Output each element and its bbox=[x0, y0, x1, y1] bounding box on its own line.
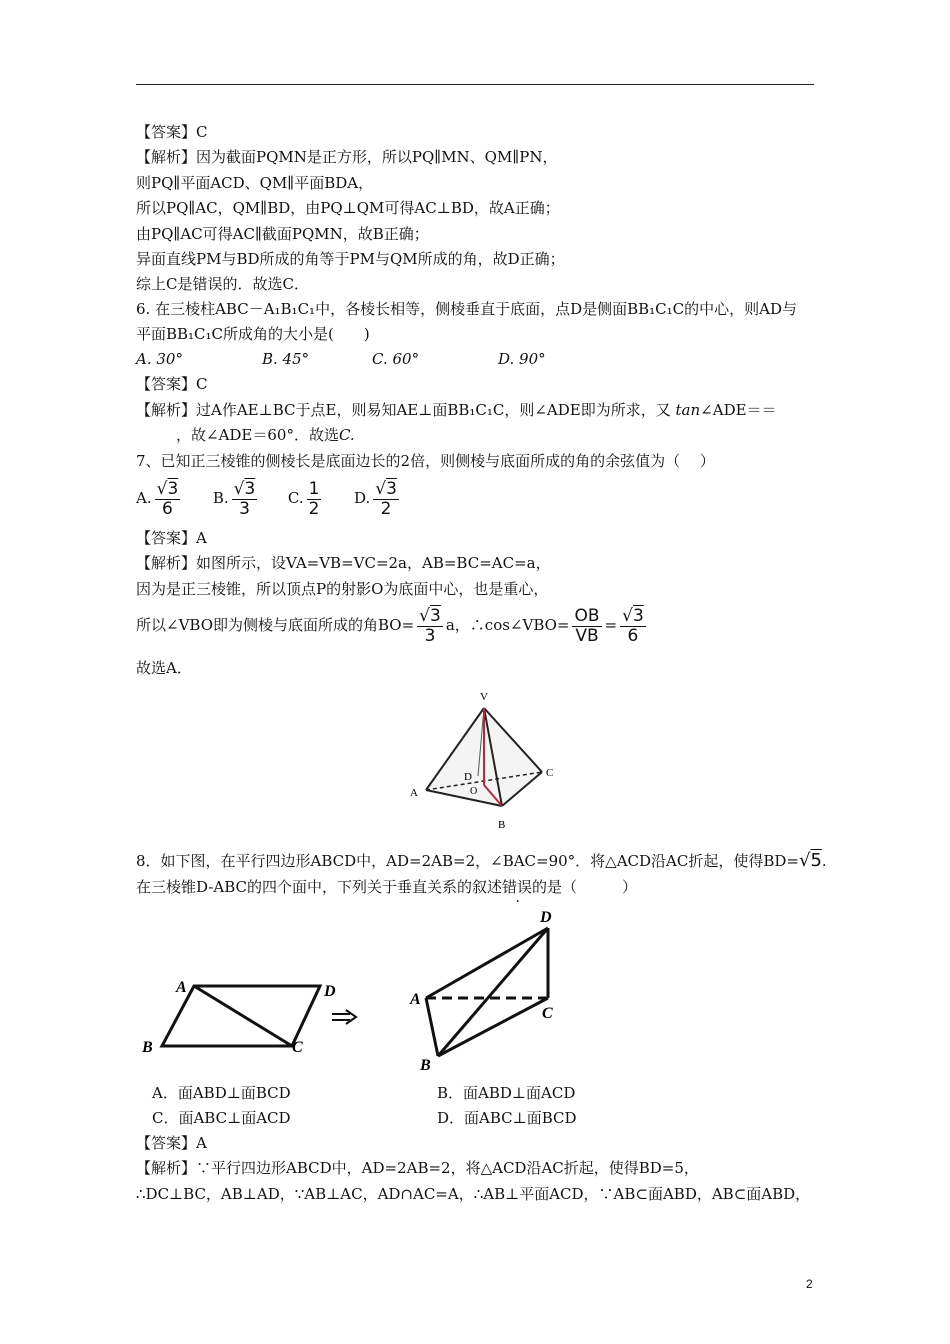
question-7-options: A. $\frac{√3}{6}$ B. $\frac{√3}{3}$ C. $\frac{1}{2}$ D. $\frac{√3}{2}$ bbox=[136, 478, 397, 519]
solution-7-line3: 所以∠VBO即为侧棱与底面所成的角BO= $\frac{√3}{3}$ a，∴cos∠VBO= $\frac{OB}{VB}$ = $\frac{√3}{6}$ bbox=[136, 605, 644, 646]
fold2-label-c: C bbox=[542, 1005, 553, 1022]
label-v: V bbox=[480, 691, 488, 703]
q8-option-a: A．面ABD⊥面BCD bbox=[152, 1084, 291, 1102]
label-d: D bbox=[464, 771, 472, 783]
label-b: B bbox=[498, 819, 506, 831]
q8-option-b: B．面ABD⊥面ACD bbox=[437, 1084, 576, 1102]
page-number: 2 bbox=[806, 1277, 813, 1291]
fold2-label-d: D bbox=[540, 909, 552, 926]
bo-fraction: $\frac{√3}{3}$ bbox=[419, 605, 441, 646]
question-7: 7、已知正三棱锥的侧棱长是底面边长的2倍，则侧棱与底面所成的角的余弦值为（ ） bbox=[136, 452, 715, 470]
label-c: C bbox=[546, 767, 554, 779]
q7-option-c-fraction: $\frac{1}{2}$ bbox=[308, 478, 320, 519]
question-6-options bbox=[136, 348, 546, 370]
solution-8-line2: ∴DC⊥BC，AB⊥AD，∵AB⊥AC，AD∩AC=A，∴AB⊥平面ACD，∵AB⊂面ABD，AB⊂面ABD， bbox=[136, 1185, 811, 1203]
solution-8-line1: 【解析】∵平行四边形ABCD中，AD=2AB=2，将△ACD沿AC折起，使得BD=5， bbox=[136, 1159, 699, 1177]
q6-option-c: C. 60° bbox=[372, 350, 420, 368]
q7-option-a-fraction: $\frac{√3}{6}$ bbox=[156, 478, 179, 519]
question-8-line2: 在三棱锥D-ABC的四个面中，下列关于垂直关系的叙述错误的是（ ） bbox=[136, 878, 638, 896]
solution-6-line2: ，故∠ADE＝60°．故选C. bbox=[176, 426, 355, 444]
fold-label-d: D bbox=[324, 983, 336, 1000]
solution-5-line1: 【解析】因为截面PQMN是正方形，所以PQ∥MN、QM∥PN， bbox=[136, 148, 558, 166]
arrow-icon bbox=[332, 1010, 356, 1024]
label-a: A bbox=[410, 787, 418, 799]
cos-fraction: $\frac{OB}{VB}$ bbox=[574, 605, 600, 646]
q7-option-d-fraction: $\frac{√3}{2}$ bbox=[375, 478, 397, 519]
solution-5-line4: 由PQ∥AC可得AC∥截面PQMN，故B正确； bbox=[136, 225, 429, 243]
q6-option-d: D. 90° bbox=[498, 350, 546, 368]
fold2-label-a: A bbox=[410, 991, 421, 1008]
q6-option-a: A. 30° bbox=[136, 350, 183, 368]
folding-figure bbox=[136, 906, 576, 1076]
answer-6: 【答案】C bbox=[136, 375, 208, 393]
solution-5-line3: 所以PQ∥AC，QM∥BD，由PQ⊥QM可得AC⊥BD，故A正确； bbox=[136, 199, 560, 217]
pyramid-figure bbox=[400, 684, 560, 834]
q7-option-b-fraction: $\frac{√3}{3}$ bbox=[233, 478, 256, 519]
answer-7: 【答案】A bbox=[136, 529, 207, 547]
answer-5: 【答案】C bbox=[136, 123, 208, 141]
solution-5-line5: 异面直线PM与BD所成的角等于PM与QM所成的角，故D正确； bbox=[136, 250, 565, 268]
result-fraction: $\frac{√3}{6}$ bbox=[622, 605, 644, 646]
fold-label-b: B bbox=[142, 1039, 153, 1056]
q6-option-b: B. 45° bbox=[262, 350, 310, 368]
q8-option-c: C．面ABC⊥面ACD bbox=[152, 1109, 291, 1127]
answer-8: 【答案】A bbox=[136, 1134, 207, 1152]
solution-6-line1: 【解析】过A作AE⊥BC于点E，则易知AE⊥面BB₁C₁C，则∠ADE即为所求，又 tan∠ADE＝＝ bbox=[136, 401, 777, 419]
solution-7-line2: 因为是正三棱锥，所以顶点P的射影O为底面中心，也是重心， bbox=[136, 580, 549, 598]
question-6-line1: 6. 在三棱柱ABC－A₁B₁C₁中，各棱长相等，侧棱垂直于底面，点D是侧面BB₁C₁C的中心，则AD与 bbox=[136, 300, 797, 318]
solution-5-line6: 综上C是错误的．故选C． bbox=[136, 275, 309, 293]
solution-5-line2: 则PQ∥平面ACD、QM∥平面BDA， bbox=[136, 174, 374, 192]
fold2-label-b: B bbox=[420, 1057, 431, 1074]
question-8-line1: 8．如下图，在平行四边形ABCD中，AD=2AB=2，∠BAC=90°．将△ACD沿AC折起，使得BD=√5. bbox=[136, 850, 827, 871]
label-o: O bbox=[470, 786, 478, 797]
header-rule bbox=[136, 84, 814, 85]
fold-label-a: A bbox=[176, 979, 187, 996]
q8-option-d: D．面ABC⊥面BCD bbox=[437, 1109, 577, 1127]
solution-7-line4: 故选A． bbox=[136, 659, 192, 677]
question-6-line2: 平面BB₁C₁C所成角的大小是( ) bbox=[136, 325, 370, 343]
solution-7-line1: 【解析】如图所示，设VA=VB=VC=2a，AB=BC=AC=a， bbox=[136, 554, 551, 572]
fold-label-c: C bbox=[292, 1039, 303, 1056]
